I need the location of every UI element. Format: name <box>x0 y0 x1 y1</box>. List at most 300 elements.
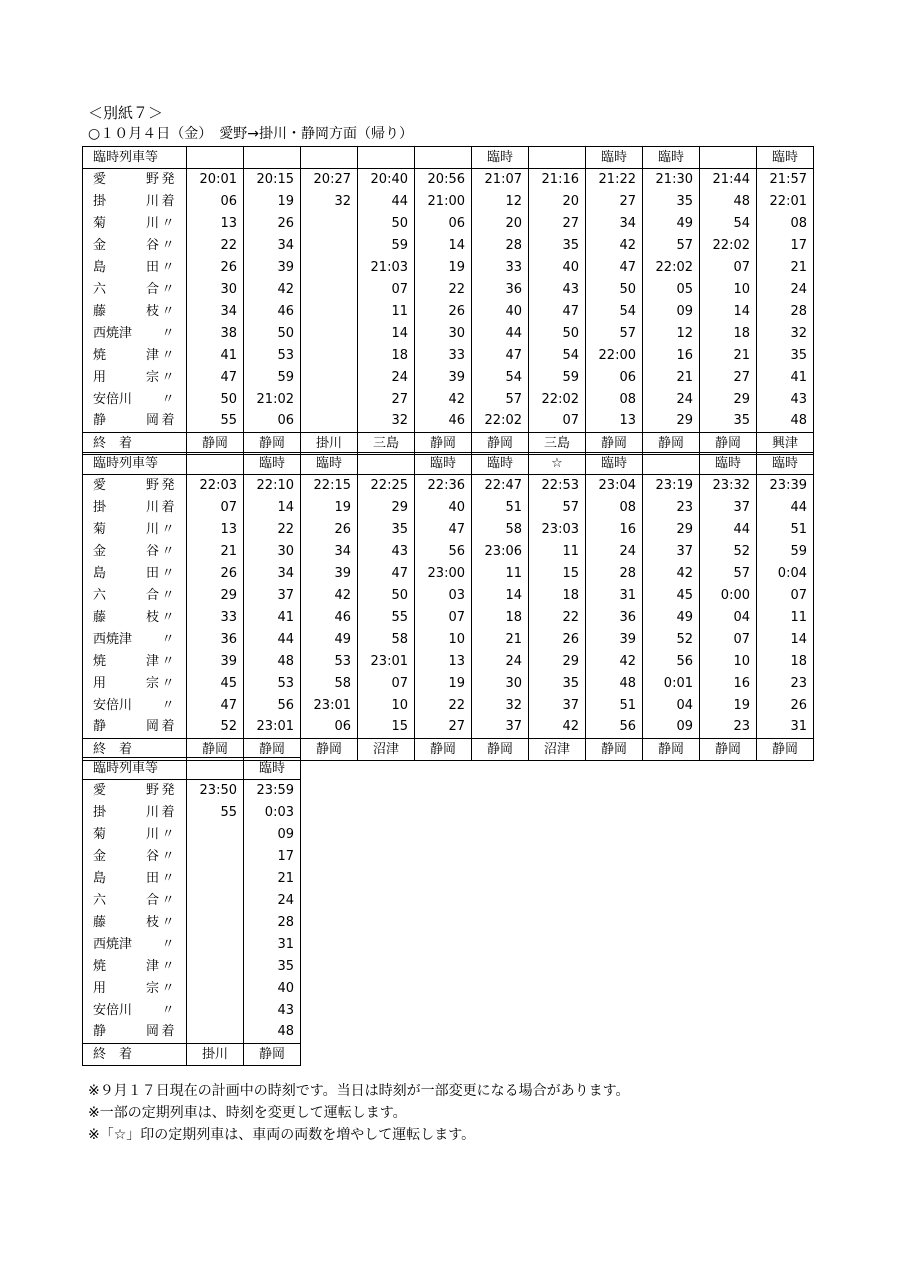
table-row <box>83 912 301 934</box>
time-cell: 09 <box>643 301 700 323</box>
time-cell: 36 <box>187 629 244 651</box>
time-cell: 58 <box>358 629 415 651</box>
time-cell: 38 <box>187 323 244 345</box>
time-cell: 05 <box>643 279 700 301</box>
time-cell: 37 <box>643 541 700 563</box>
station-name: 六 <box>93 587 107 603</box>
time-cell: 23:01 <box>358 651 415 673</box>
time-cell <box>301 389 358 411</box>
table-row <box>83 519 814 541</box>
station-name: 岡 <box>145 413 159 429</box>
time-cell: 21:07 <box>472 169 529 191</box>
station-cell <box>83 717 187 739</box>
table-row <box>83 257 814 279</box>
time-cell: 10 <box>415 629 472 651</box>
arr-dep-mark: 着 <box>161 193 175 209</box>
time-cell: 42 <box>586 235 643 257</box>
station-cell <box>83 257 187 279</box>
station-name: 金 <box>93 848 107 864</box>
time-cell: 22 <box>415 695 472 717</box>
time-cell: 33 <box>187 607 244 629</box>
station-cell <box>83 367 187 389</box>
time-cell <box>187 1022 244 1044</box>
time-cell: 49 <box>301 629 358 651</box>
station-name: 西焼津 <box>93 325 133 341</box>
destination-cell: 静岡 <box>301 739 358 761</box>
station-name: 合 <box>145 587 159 603</box>
time-cell: 51 <box>472 497 529 519</box>
station-name: 川 <box>145 804 159 820</box>
table-row <box>83 846 301 868</box>
time-cell: 43 <box>757 389 814 411</box>
time-cell: 39 <box>586 629 643 651</box>
station-name: 焼 <box>93 653 107 669</box>
arr-dep-mark: 〃 <box>161 1002 175 1018</box>
train-type-cell <box>187 147 244 169</box>
station-name: 静 <box>93 719 107 735</box>
time-cell: 50 <box>358 213 415 235</box>
arr-dep-mark: 〃 <box>161 281 175 297</box>
station-cell <box>83 585 187 607</box>
destination-cell: 掛川 <box>301 433 358 455</box>
time-cell: 23:03 <box>529 519 586 541</box>
time-cell: 42 <box>415 389 472 411</box>
time-cell <box>187 912 244 934</box>
station-cell <box>83 802 187 824</box>
time-cell: 29 <box>643 519 700 541</box>
train-type-cell <box>244 147 301 169</box>
time-cell: 16 <box>643 345 700 367</box>
table-row <box>83 475 814 497</box>
time-cell: 39 <box>415 367 472 389</box>
arr-dep-mark: 〃 <box>161 259 175 275</box>
time-cell: 37 <box>244 585 301 607</box>
time-cell: 15 <box>358 717 415 739</box>
time-cell: 15 <box>529 563 586 585</box>
table-row <box>83 673 814 695</box>
time-cell: 54 <box>472 367 529 389</box>
arr-dep-mark: 着 <box>161 413 175 429</box>
time-cell: 29 <box>643 411 700 433</box>
table-row <box>83 978 301 1000</box>
arr-dep-mark: 着 <box>161 804 175 820</box>
time-cell: 53 <box>301 651 358 673</box>
time-cell: 55 <box>358 607 415 629</box>
note-1: ※９月１７日現在の計画中の時刻です。当日は時刻が一部変更になる場合があります。 <box>88 1083 630 1099</box>
table-row <box>83 651 814 673</box>
time-cell: 14 <box>415 235 472 257</box>
destination-cell: 静岡 <box>586 739 643 761</box>
time-cell: 35 <box>244 956 301 978</box>
time-cell: 42 <box>301 585 358 607</box>
time-cell: 22:53 <box>529 475 586 497</box>
station-name: 津 <box>145 347 159 363</box>
train-type-cell <box>358 453 415 475</box>
train-type-cell: 臨時 <box>301 453 358 475</box>
station-name: 藤 <box>93 609 107 625</box>
time-cell: 10 <box>700 279 757 301</box>
table-row <box>83 585 814 607</box>
station-name: 島 <box>93 870 107 886</box>
train-type-row <box>83 453 814 475</box>
arr-dep-mark: 〃 <box>161 653 175 669</box>
time-cell: 22:00 <box>586 345 643 367</box>
station-cell <box>83 978 187 1000</box>
time-cell: 07 <box>187 497 244 519</box>
time-cell: 50 <box>586 279 643 301</box>
time-cell: 33 <box>472 257 529 279</box>
arr-dep-mark: 〃 <box>161 958 175 974</box>
time-cell: 55 <box>187 802 244 824</box>
page-title: ○１０月４日（金） 愛野→掛川・静岡方面（帰り） <box>88 126 413 142</box>
arr-dep-mark: 発 <box>161 782 175 798</box>
time-cell: 44 <box>472 323 529 345</box>
train-type-cell <box>187 453 244 475</box>
station-name: 安倍川 <box>93 391 133 407</box>
train-type-cell: 臨時 <box>643 147 700 169</box>
time-cell <box>187 1000 244 1022</box>
time-cell: 41 <box>244 607 301 629</box>
station-name: 川 <box>145 499 159 515</box>
time-cell: 17 <box>244 846 301 868</box>
arr-dep-mark: 〃 <box>161 936 175 952</box>
time-cell: 45 <box>643 585 700 607</box>
time-cell: 36 <box>586 607 643 629</box>
time-cell: 39 <box>244 257 301 279</box>
time-cell: 48 <box>586 673 643 695</box>
time-cell: 40 <box>529 257 586 279</box>
time-cell: 47 <box>187 695 244 717</box>
time-cell <box>301 301 358 323</box>
station-name: 島 <box>93 565 107 581</box>
time-cell: 27 <box>700 367 757 389</box>
time-cell: 24 <box>757 279 814 301</box>
table-row <box>83 607 814 629</box>
time-cell <box>301 235 358 257</box>
time-cell: 43 <box>244 1000 301 1022</box>
table-row <box>83 934 301 956</box>
destination-cell: 沼津 <box>358 739 415 761</box>
train-type-cell <box>529 147 586 169</box>
time-cell: 21:00 <box>415 191 472 213</box>
station-cell <box>83 673 187 695</box>
time-cell: 40 <box>415 497 472 519</box>
train-type-cell <box>301 147 358 169</box>
time-cell: 0:01 <box>643 673 700 695</box>
time-cell: 08 <box>586 497 643 519</box>
timetable-2 <box>82 452 814 761</box>
time-cell: 26 <box>529 629 586 651</box>
table-row <box>83 956 301 978</box>
table-row <box>83 541 814 563</box>
attachment-label: ＜別紙７＞ <box>88 104 164 122</box>
station-cell <box>83 1000 187 1022</box>
station-name: 田 <box>145 259 159 275</box>
train-type-cell: 臨時 <box>472 147 529 169</box>
time-cell: 26 <box>301 519 358 541</box>
destination-row <box>83 1044 301 1066</box>
station-name: 合 <box>145 892 159 908</box>
time-cell: 35 <box>358 519 415 541</box>
time-cell: 21 <box>472 629 529 651</box>
arr-dep-mark: 〃 <box>161 826 175 842</box>
station-cell <box>83 651 187 673</box>
time-cell: 18 <box>529 585 586 607</box>
time-cell: 59 <box>244 367 301 389</box>
time-cell: 24 <box>358 367 415 389</box>
time-cell: 23 <box>643 497 700 519</box>
station-name: 金 <box>93 237 107 253</box>
row-label: 臨時列車等 <box>83 758 187 780</box>
time-cell: 06 <box>244 411 301 433</box>
station-name: 藤 <box>93 303 107 319</box>
time-cell: 0:03 <box>244 802 301 824</box>
train-type-row <box>83 758 301 780</box>
station-name: 津 <box>145 958 159 974</box>
time-cell: 50 <box>187 389 244 411</box>
time-cell: 43 <box>358 541 415 563</box>
time-cell <box>187 846 244 868</box>
train-type-row <box>83 147 814 169</box>
time-cell: 08 <box>757 213 814 235</box>
time-cell: 14 <box>757 629 814 651</box>
arr-dep-mark: 着 <box>161 1024 175 1040</box>
time-cell: 34 <box>244 563 301 585</box>
time-cell: 31 <box>586 585 643 607</box>
station-name: 岡 <box>145 719 159 735</box>
time-cell: 18 <box>472 607 529 629</box>
time-cell: 20:40 <box>358 169 415 191</box>
time-cell <box>187 868 244 890</box>
time-cell: 07 <box>358 673 415 695</box>
time-cell: 48 <box>757 411 814 433</box>
station-cell <box>83 541 187 563</box>
time-cell: 06 <box>586 367 643 389</box>
train-type-cell: 臨時 <box>472 453 529 475</box>
time-cell: 42 <box>643 563 700 585</box>
table-row <box>83 563 814 585</box>
arr-dep-mark: 〃 <box>161 675 175 691</box>
time-cell: 46 <box>415 411 472 433</box>
arr-dep-mark: 〃 <box>161 848 175 864</box>
station-name: 島 <box>93 259 107 275</box>
arr-dep-mark: 〃 <box>161 870 175 886</box>
time-cell: 30 <box>187 279 244 301</box>
train-type-cell <box>358 147 415 169</box>
time-cell: 04 <box>643 695 700 717</box>
station-name: 六 <box>93 892 107 908</box>
time-cell: 07 <box>757 585 814 607</box>
station-name: 掛 <box>93 193 107 209</box>
table-row <box>83 345 814 367</box>
arr-dep-mark: 〃 <box>161 543 175 559</box>
time-cell: 21:02 <box>244 389 301 411</box>
station-name: 掛 <box>93 499 107 515</box>
time-cell: 07 <box>415 607 472 629</box>
time-cell: 13 <box>415 651 472 673</box>
arr-dep-mark: 〃 <box>161 631 175 647</box>
time-cell: 20 <box>529 191 586 213</box>
note-2: ※一部の定期列車は、時刻を変更して運転します。 <box>88 1105 407 1121</box>
time-cell: 11 <box>757 607 814 629</box>
train-type-cell <box>643 453 700 475</box>
time-cell: 44 <box>358 191 415 213</box>
time-cell: 48 <box>244 651 301 673</box>
table-row <box>83 169 814 191</box>
destination-cell: 静岡 <box>415 433 472 455</box>
station-name: 谷 <box>145 848 159 864</box>
table-row <box>83 213 814 235</box>
time-cell: 57 <box>586 323 643 345</box>
row-label: 臨時列車等 <box>83 453 187 475</box>
time-cell: 22:02 <box>700 235 757 257</box>
time-cell: 35 <box>757 345 814 367</box>
time-cell: 20:56 <box>415 169 472 191</box>
time-cell: 28 <box>472 235 529 257</box>
time-cell: 24 <box>244 890 301 912</box>
station-name: 用 <box>93 980 107 996</box>
table-row <box>83 279 814 301</box>
time-cell: 48 <box>700 191 757 213</box>
arr-dep-mark: 〃 <box>161 325 175 341</box>
time-cell: 21 <box>700 345 757 367</box>
station-cell <box>83 563 187 585</box>
time-cell: 41 <box>187 345 244 367</box>
table-row <box>83 367 814 389</box>
time-cell: 47 <box>586 257 643 279</box>
time-cell: 27 <box>586 191 643 213</box>
destination-cell: 静岡 <box>472 433 529 455</box>
station-name: 宗 <box>145 980 159 996</box>
destination-cell: 三島 <box>358 433 415 455</box>
station-name: 川 <box>145 193 159 209</box>
arr-dep-mark: 〃 <box>161 369 175 385</box>
table-row <box>83 717 814 739</box>
table-row <box>83 191 814 213</box>
time-cell: 11 <box>358 301 415 323</box>
station-name: 愛 <box>93 171 107 187</box>
destination-cell: 静岡 <box>586 433 643 455</box>
time-cell: 19 <box>700 695 757 717</box>
time-cell: 34 <box>244 235 301 257</box>
table-row <box>83 323 814 345</box>
time-cell: 11 <box>472 563 529 585</box>
time-cell: 44 <box>757 497 814 519</box>
table-row <box>83 1000 301 1022</box>
station-name: 愛 <box>93 782 107 798</box>
time-cell: 20:27 <box>301 169 358 191</box>
time-cell <box>301 213 358 235</box>
station-cell <box>83 607 187 629</box>
time-cell: 23:01 <box>244 717 301 739</box>
train-type-cell: 臨時 <box>757 147 814 169</box>
time-cell: 22:10 <box>244 475 301 497</box>
arr-dep-mark: 発 <box>161 171 175 187</box>
time-cell: 19 <box>415 257 472 279</box>
time-cell: 21:03 <box>358 257 415 279</box>
train-type-cell: 臨時 <box>586 147 643 169</box>
station-name: 田 <box>145 870 159 886</box>
time-cell: 34 <box>301 541 358 563</box>
time-cell: 51 <box>757 519 814 541</box>
time-cell: 47 <box>187 367 244 389</box>
table-row <box>83 629 814 651</box>
time-cell: 21:44 <box>700 169 757 191</box>
arr-dep-mark: 〃 <box>161 347 175 363</box>
station-name: 谷 <box>145 543 159 559</box>
time-cell: 23:50 <box>187 780 244 802</box>
time-cell: 37 <box>472 717 529 739</box>
time-cell: 32 <box>757 323 814 345</box>
time-cell: 32 <box>358 411 415 433</box>
time-cell: 26 <box>187 563 244 585</box>
destination-cell: 静岡 <box>244 433 301 455</box>
station-name: 谷 <box>145 237 159 253</box>
table-row <box>83 497 814 519</box>
time-cell: 58 <box>472 519 529 541</box>
table-row <box>83 780 301 802</box>
time-cell: 23:32 <box>700 475 757 497</box>
time-cell: 49 <box>643 607 700 629</box>
time-cell: 27 <box>529 213 586 235</box>
station-name: 野 <box>145 477 159 493</box>
time-cell: 21 <box>757 257 814 279</box>
station-name: 野 <box>145 782 159 798</box>
time-cell: 21:22 <box>586 169 643 191</box>
time-cell <box>301 323 358 345</box>
station-name: 西焼津 <box>93 936 133 952</box>
station-name: 岡 <box>145 1024 159 1040</box>
time-cell: 22:02 <box>643 257 700 279</box>
time-cell: 39 <box>187 651 244 673</box>
dest-label: 終 着 <box>83 433 187 455</box>
time-cell: 50 <box>358 585 415 607</box>
table-row <box>83 890 301 912</box>
time-cell: 56 <box>586 717 643 739</box>
time-cell: 22:25 <box>358 475 415 497</box>
time-cell: 23:59 <box>244 780 301 802</box>
train-type-cell: 臨時 <box>244 758 301 780</box>
destination-cell: 静岡 <box>244 739 301 761</box>
time-cell: 07 <box>700 257 757 279</box>
station-cell <box>83 213 187 235</box>
arr-dep-mark: 〃 <box>161 521 175 537</box>
destination-cell: 掛川 <box>187 1044 244 1066</box>
time-cell: 22:47 <box>472 475 529 497</box>
train-type-cell: 臨時 <box>700 453 757 475</box>
train-type-cell <box>187 758 244 780</box>
time-cell: 16 <box>586 519 643 541</box>
table-row <box>83 235 814 257</box>
time-cell: 28 <box>244 912 301 934</box>
time-cell: 57 <box>643 235 700 257</box>
table-row <box>83 868 301 890</box>
time-cell: 29 <box>187 585 244 607</box>
station-name: 枝 <box>145 609 159 625</box>
destination-cell: 三島 <box>529 433 586 455</box>
time-cell: 18 <box>700 323 757 345</box>
destination-cell: 静岡 <box>472 739 529 761</box>
time-cell: 52 <box>187 717 244 739</box>
time-cell: 30 <box>415 323 472 345</box>
time-cell: 45 <box>187 673 244 695</box>
station-name: 愛 <box>93 477 107 493</box>
timetable-1 <box>82 146 814 455</box>
time-cell: 22:01 <box>757 191 814 213</box>
time-cell <box>187 824 244 846</box>
destination-cell: 静岡 <box>643 739 700 761</box>
destination-cell: 静岡 <box>187 433 244 455</box>
